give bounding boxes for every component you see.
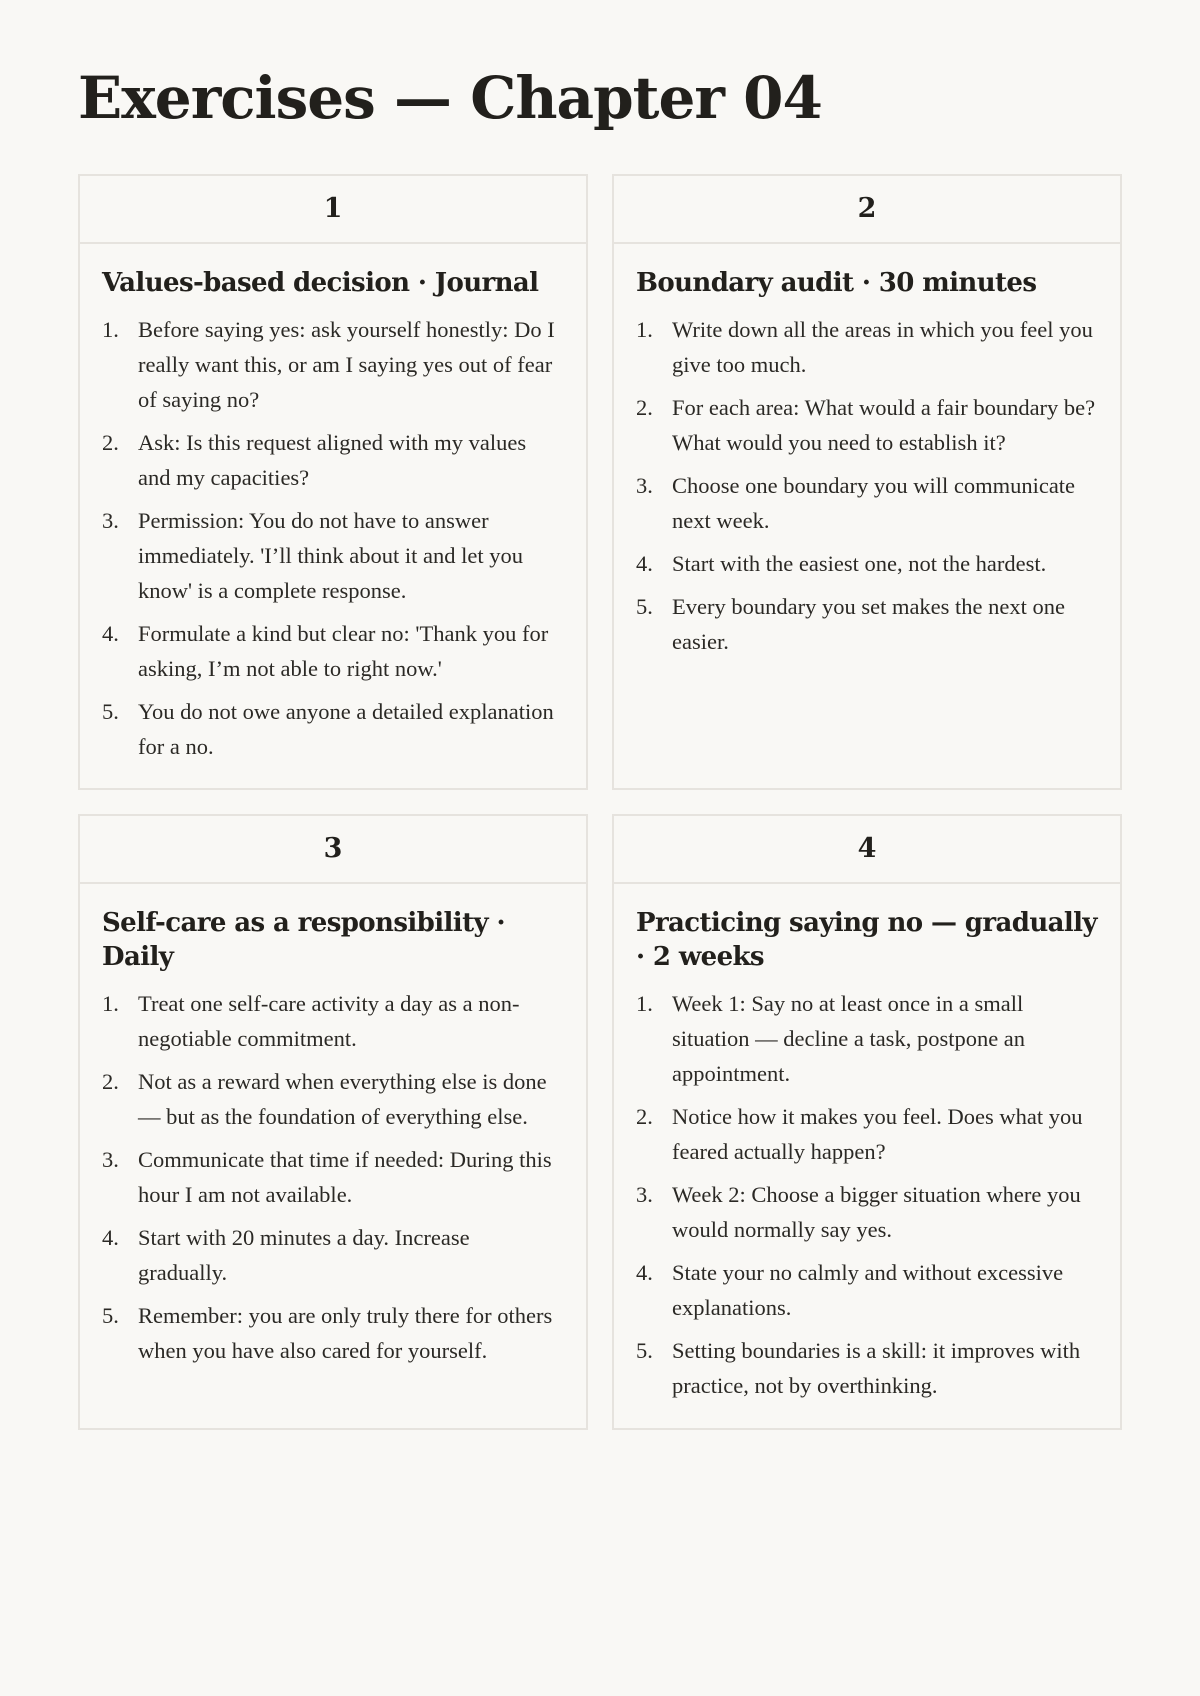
step-text: Formulate a kind but clear no: 'Thank you for asking, I’m not able to right now.' xyxy=(138,621,549,681)
step-text: Every boundary you set makes the next one easier. xyxy=(672,594,1066,654)
step-text: Treat one self-care activity a day as a non-negotiable commitment. xyxy=(138,991,520,1051)
exercise-number: 2 xyxy=(614,176,1120,244)
step-text: Setting boundaries is a skill: it improves with practice, not by overthinking. xyxy=(672,1338,1081,1398)
list-item xyxy=(102,1298,564,1368)
exercise-card-4 xyxy=(612,814,1122,1430)
exercise-body xyxy=(614,884,1120,1431)
list-item xyxy=(636,1177,1098,1247)
list-item xyxy=(102,986,564,1056)
step-text: Start with the easiest one, not the hardest. xyxy=(672,551,1047,576)
list-item xyxy=(102,616,564,686)
step-text: Notice how it makes you feel. Does what you feared actually happen? xyxy=(672,1104,1083,1164)
list-item xyxy=(636,390,1098,460)
step-text: Communicate that time if needed: During this hour I am not available. xyxy=(138,1147,552,1207)
list-item xyxy=(102,1064,564,1134)
step-number: 4. xyxy=(102,621,119,646)
step-text: Permission: You do not have to answer immediately. 'I’ll think about it and let you know' is a complete response. xyxy=(138,508,524,603)
exercise-number: 3 xyxy=(80,816,586,884)
list-item xyxy=(636,546,1098,581)
list-item xyxy=(102,1142,564,1212)
step-number: 4. xyxy=(636,1260,653,1285)
step-text: Ask: Is this request aligned with my values and my capacities? xyxy=(138,430,527,490)
step-text: For each area: What would a fair boundary be? What would you need to establish it? xyxy=(672,395,1096,455)
step-number: 3. xyxy=(636,1182,653,1207)
list-item xyxy=(636,1099,1098,1169)
exercise-grid xyxy=(78,174,1122,1430)
step-number: 5. xyxy=(636,1338,653,1363)
step-number: 5. xyxy=(102,1303,119,1328)
exercise-steps xyxy=(102,986,564,1368)
list-item xyxy=(102,503,564,608)
exercise-title: Values-based decision · Journal xyxy=(102,268,539,298)
list-item xyxy=(102,694,564,764)
list-item xyxy=(102,1220,564,1290)
step-number: 4. xyxy=(636,551,653,576)
exercise-card-3 xyxy=(78,814,588,1430)
step-number: 1. xyxy=(636,991,653,1016)
exercise-title: Self-care as a responsibility · Daily xyxy=(102,908,505,972)
exercise-card-2 xyxy=(612,174,1122,790)
step-number: 1. xyxy=(102,991,119,1016)
step-number: 3. xyxy=(102,1147,119,1172)
step-number: 2. xyxy=(636,395,653,420)
step-number: 1. xyxy=(636,317,653,342)
step-text: You do not owe anyone a detailed explanation for a no. xyxy=(138,699,554,759)
exercise-title: Practicing saying no — gradually · 2 weeks xyxy=(636,908,1097,972)
step-text: Week 1: Say no at least once in a small situation — decline a task, postpone an appointment. xyxy=(672,991,1026,1086)
step-number: 2. xyxy=(636,1104,653,1129)
exercise-steps xyxy=(636,312,1098,659)
step-number: 2. xyxy=(102,1069,119,1094)
step-number: 2. xyxy=(102,430,119,455)
list-item xyxy=(636,1333,1098,1403)
list-item xyxy=(102,312,564,417)
exercise-title: Boundary audit · 30 minutes xyxy=(636,268,1037,298)
step-text: Week 2: Choose a bigger situation where you would normally say yes. xyxy=(672,1182,1081,1242)
exercise-body xyxy=(614,244,1120,687)
exercise-steps xyxy=(102,312,564,764)
step-number: 5. xyxy=(636,594,653,619)
list-item xyxy=(636,986,1098,1091)
list-item xyxy=(636,468,1098,538)
step-number: 5. xyxy=(102,699,119,724)
step-number: 1. xyxy=(102,317,119,342)
page-title: Exercises — Chapter 04 xyxy=(78,64,822,132)
step-number: 3. xyxy=(636,473,653,498)
step-number: 4. xyxy=(102,1225,119,1250)
list-item xyxy=(636,312,1098,382)
list-item xyxy=(102,425,564,495)
step-text: Choose one boundary you will communicate next week. xyxy=(672,473,1076,533)
step-text: Before saying yes: ask yourself honestly: Do I really want this, or am I saying yes out of fear of saying no? xyxy=(138,317,555,412)
exercise-body xyxy=(80,244,586,792)
step-text: Not as a reward when everything else is done — but as the foundation of everything else. xyxy=(138,1069,547,1129)
step-number: 3. xyxy=(102,508,119,533)
list-item xyxy=(636,1255,1098,1325)
exercise-number: 4 xyxy=(614,816,1120,884)
exercise-number: 1 xyxy=(80,176,586,244)
exercise-body xyxy=(80,884,586,1396)
exercise-card-1 xyxy=(78,174,588,790)
step-text: Start with 20 minutes a day. Increase gradually. xyxy=(138,1225,470,1285)
step-text: State your no calmly and without excessive explanations. xyxy=(672,1260,1064,1320)
step-text: Remember: you are only truly there for others when you have also cared for yourself. xyxy=(138,1303,553,1363)
list-item xyxy=(636,589,1098,659)
step-text: Write down all the areas in which you feel you give too much. xyxy=(672,317,1093,377)
exercise-steps xyxy=(636,986,1098,1403)
